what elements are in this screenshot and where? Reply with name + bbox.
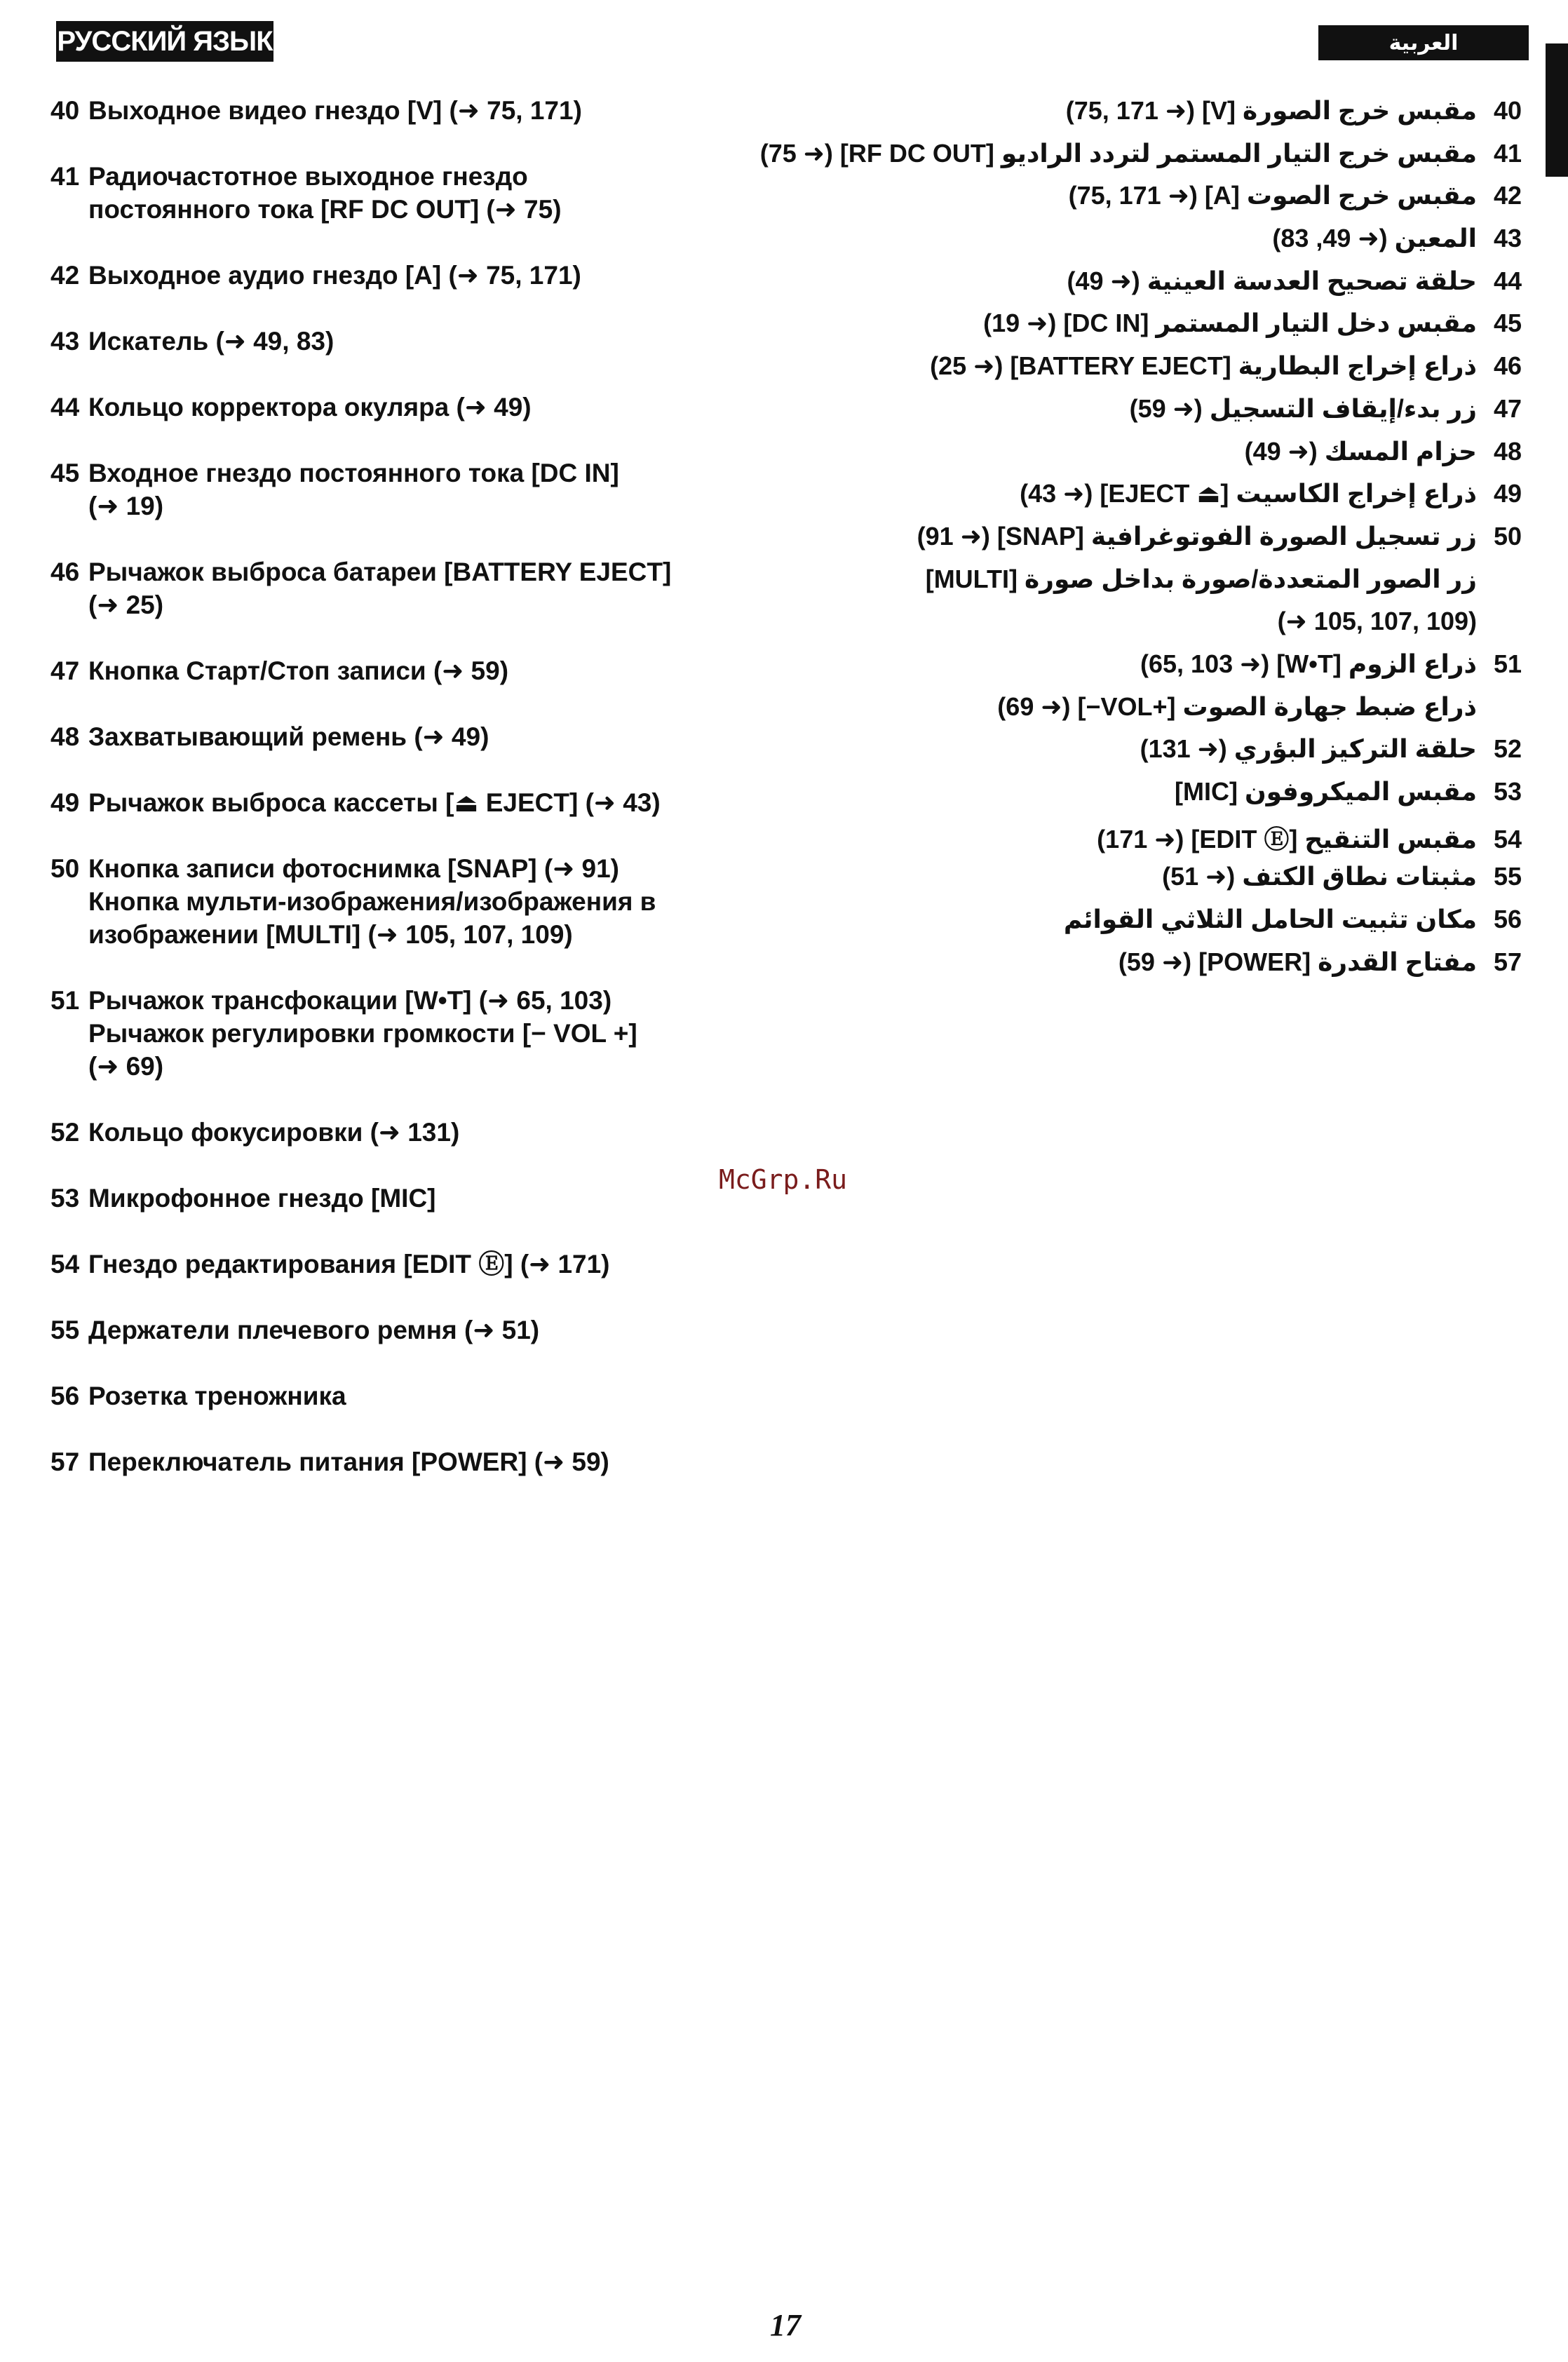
arabic-list-line [856, 479, 1522, 522]
item-number: 43 [50, 327, 80, 356]
item-description: Держатели плечевого ремня (➜ 51) [88, 1316, 540, 1344]
item-number: 48 [1493, 436, 1522, 466]
arabic-list-line [856, 565, 1522, 607]
russian-list-item [50, 160, 752, 226]
russian-list-item [50, 1314, 752, 1347]
item-number: 57 [1493, 947, 1522, 976]
arabic-list-line [856, 522, 1522, 565]
item-number: 49 [50, 788, 80, 817]
item-number: 51 [50, 986, 80, 1015]
item-description: Выходное видео гнездо [V] (➜ 75, 171) [88, 96, 582, 125]
item-description: مقبس خرج الصوت [A] (➜ 75, 171) [1068, 181, 1477, 210]
item-description: مقبس التنقيح [EDIT Ⓔ] (➜ 171) [1097, 824, 1477, 853]
arabic-list-line [856, 692, 1522, 735]
item-number: 54 [1493, 824, 1522, 853]
item-number: 49 [1493, 479, 1522, 508]
item-number: 41 [1493, 138, 1522, 168]
russian-list-item [50, 654, 752, 687]
arabic-list-line [856, 777, 1522, 820]
item-number: 44 [50, 393, 80, 421]
russian-list-item [50, 1182, 752, 1215]
watermark: McGrp.Ru [719, 1164, 848, 1195]
russian-list-item [50, 94, 752, 127]
item-number: 47 [50, 656, 80, 685]
item-number: 48 [50, 722, 80, 751]
item-description: Кольцо корректора окуляра (➜ 49) [88, 393, 532, 421]
item-number: 57 [50, 1447, 80, 1476]
item-number: 52 [50, 1118, 80, 1147]
section-side-tab [1546, 43, 1568, 177]
item-number: 43 [1493, 224, 1522, 253]
item-number: 47 [1493, 393, 1522, 423]
arabic-parts-list [759, 96, 1522, 990]
item-description: مقبس خرج الصورة [V] (➜ 75, 171) [1065, 96, 1477, 125]
item-description: Розетка треножника [88, 1382, 346, 1410]
item-number: 50 [50, 854, 80, 883]
item-description: (➜ 105, 107, 109) [1277, 607, 1477, 636]
item-description: Кольцо фокусировки (➜ 131) [88, 1118, 460, 1147]
item-description: ذراع ضبط جهارة الصوت [+VOL−] (➜ 69) [997, 691, 1477, 721]
item-number: 55 [1493, 862, 1522, 891]
item-description: مقبس خرج التيار المستمر لتردد الراديو [RF DC OUT] (➜ 75) [759, 138, 1477, 168]
item-description: Кнопка записи фотоснимка [SNAP] (➜ 91) Кнопка мульти-изображения/изображения в изображении [MULTI] (➜ 105, 107, 109) [88, 854, 656, 949]
item-description: Искатель (➜ 49, 83) [88, 327, 334, 356]
item-description: زر بدء/إيقاف التسجيل (➜ 59) [1129, 393, 1477, 423]
arabic-list-line [856, 266, 1522, 309]
russian-list-item [50, 259, 752, 292]
item-number: 56 [1493, 905, 1522, 934]
arabic-language-header: العربية [1318, 25, 1529, 60]
russian-parts-list [50, 94, 752, 1511]
arabic-list-line [856, 437, 1522, 480]
item-number: 46 [1493, 351, 1522, 381]
arabic-list-line [759, 138, 1522, 182]
item-description: Кнопка Старт/Стоп записи (➜ 59) [88, 656, 509, 685]
arabic-list-line [856, 649, 1522, 692]
arabic-list-line [856, 947, 1522, 990]
item-number: 45 [50, 459, 80, 487]
item-description: ذراع الزوم [W•T] (➜ 65, 103) [1140, 649, 1477, 678]
arabic-list-line [856, 905, 1522, 947]
item-description: Входное гнездо постоянного тока [DC IN] (➜ 19) [88, 459, 619, 520]
item-description: مقبس الميكروفون [MIC] [1174, 777, 1477, 806]
item-number: 51 [1493, 649, 1522, 678]
russian-list-item [50, 984, 752, 1083]
russian-list-item [50, 555, 752, 621]
arabic-list-line [856, 607, 1522, 649]
item-number: 50 [1493, 521, 1522, 551]
item-description: زر تسجيل الصورة الفوتوغرافية [SNAP] (➜ 91) [917, 521, 1477, 551]
item-description: مكان تثبيت الحامل الثلاثي القوائم [1063, 905, 1477, 934]
item-number: 41 [50, 162, 80, 191]
arabic-list-line [856, 181, 1522, 224]
item-description: حزام المسك (➜ 49) [1244, 436, 1477, 466]
item-number: 53 [50, 1184, 80, 1213]
russian-list-item [50, 1445, 752, 1478]
item-description: Рычажок выброса батареи [BATTERY EJECT] (➜ 25) [88, 558, 672, 619]
item-number: 42 [1493, 181, 1522, 210]
russian-list-item [50, 457, 752, 522]
arabic-list-line [856, 820, 1522, 863]
item-description: Рычажок выброса кассеты [⏏ EJECT] (➜ 43) [88, 788, 661, 817]
item-number: 56 [50, 1382, 80, 1410]
item-description: مثبتات نطاق الكتف (➜ 51) [1162, 862, 1477, 891]
item-description: مقبس دخل التيار المستمر [DC IN] (➜ 19) [983, 309, 1477, 338]
arabic-list-line [856, 224, 1522, 266]
arabic-list-line [856, 394, 1522, 437]
arabic-list-line [856, 309, 1522, 351]
item-number: 40 [50, 96, 80, 125]
item-description: حلقة التركيز البؤري (➜ 131) [1140, 734, 1477, 764]
arabic-list-line [856, 351, 1522, 394]
item-description: زر الصور المتعددة/صورة بداخل صورة [MULTI] [925, 564, 1477, 593]
item-description: Выходное аудио гнездо [A] (➜ 75, 171) [88, 261, 581, 290]
russian-list-item [50, 391, 752, 424]
item-number: 55 [50, 1316, 80, 1344]
arabic-list-line [856, 734, 1522, 777]
item-number: 52 [1493, 734, 1522, 764]
item-description: Гнездо редактирования [EDIT Ⓔ] (➜ 171) [88, 1250, 610, 1278]
arabic-list-line [856, 862, 1522, 905]
item-description: المعين (➜ 49, 83) [1272, 224, 1477, 253]
page-number: 17 [770, 2308, 801, 2342]
item-description: حلقة تصحيح العدسة العينية (➜ 49) [1067, 266, 1477, 295]
russian-list-item [50, 1379, 752, 1412]
item-description: Захватывающий ремень (➜ 49) [88, 722, 489, 751]
russian-list-item [50, 720, 752, 753]
item-description: مفتاح القدرة [POWER] (➜ 59) [1118, 947, 1477, 976]
item-number: 45 [1493, 309, 1522, 338]
item-description: Рычажок трансфокации [W•T] (➜ 65, 103) Рычажок регулировки громкости [− VOL +] (➜ 69) [88, 986, 637, 1081]
item-number: 54 [50, 1250, 80, 1278]
item-number: 40 [1493, 96, 1522, 125]
russian-list-item [50, 786, 752, 819]
item-description: ذراع إخراج البطارية [BATTERY EJECT] (➜ 25) [930, 351, 1477, 381]
russian-list-item [50, 1248, 752, 1281]
arabic-list-line [856, 96, 1522, 139]
item-number: 42 [50, 261, 80, 290]
item-description: Переключатель питания [POWER] (➜ 59) [88, 1447, 609, 1476]
item-number: 44 [1493, 266, 1522, 295]
item-description: Микрофонное гнездо [MIC] [88, 1184, 436, 1213]
russian-list-item [50, 325, 752, 358]
item-number: 53 [1493, 777, 1522, 806]
item-number: 46 [50, 558, 80, 586]
russian-language-header: РУССКИЙ ЯЗЫК [56, 21, 273, 62]
item-description: Радиочастотное выходное гнездо постоянного тока [RF DC OUT] (➜ 75) [88, 162, 562, 224]
russian-list-item [50, 1116, 752, 1149]
item-description: ذراع إخراج الكاسيت [⏏ EJECT] (➜ 43) [1020, 479, 1477, 508]
russian-list-item [50, 852, 752, 951]
